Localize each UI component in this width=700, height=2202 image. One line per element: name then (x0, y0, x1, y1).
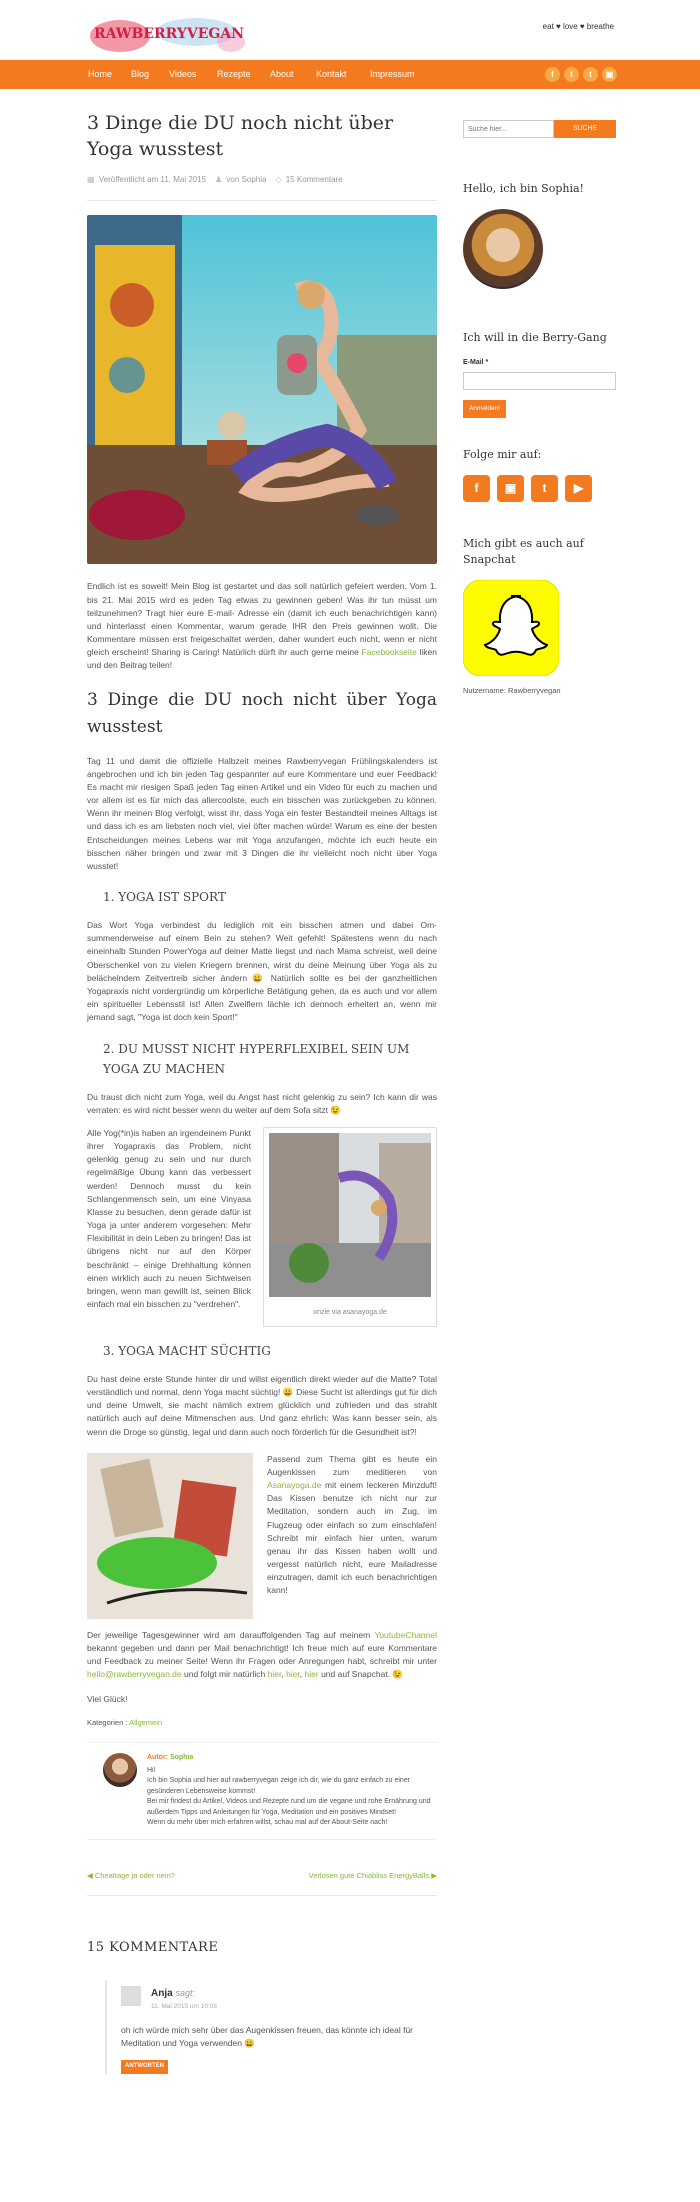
search-input[interactable] (463, 120, 554, 138)
categories (87, 1717, 437, 1729)
post-navigation (87, 1870, 437, 1882)
article-heading: 3 Dinge die DU noch nicht über Yoga wusstest (87, 689, 437, 737)
nav-about[interactable]: About (270, 69, 294, 79)
prev-post-link[interactable]: ◀ Cheattage ja oder nein? (87, 1870, 175, 1880)
section-1-text: Das Wort Yoga verbindest du lediglich mit ein bisschen atmen und dabei Om-summenderweise auf einem Bein zu stehen? Weit gefehlt! Spätestens wenn du nach eineinhalb Stunden PowerYoga auf deiner Matte liegst und nach Mama schreist, weil deine Oberschenkel von zu vielen Kriegern brennen, wirst du deine Meinung über Yoga als zu belächelndem Zeitvertreib sicher ändern 😀 Natürlich sollte es bei der ganzheitlichen Yogapraxis nicht vordergründig um körperliche Betätigung gehen, da es auch und vor allem ein spiritueller Lebensstil ist! Allen Zweiflern lächle ich dennoch erheitert an, wenn mir jemand sagt, "Yoga ist doch kein Sport!" (87, 920, 437, 1023)
yoga-pose-image (269, 1133, 431, 1297)
text-fragment: Passend zum Thema gibt es heute ein Augenkissen zum meditieren von (267, 1453, 437, 1477)
eye-pillow-image (87, 1453, 253, 1619)
snapchat-heading: Mich gibt es auch auf Snapchat (463, 537, 584, 567)
category-link[interactable]: Allgemein (129, 1717, 163, 1727)
nav-home[interactable]: Home (88, 69, 113, 79)
facebook-icon[interactable]: f (463, 475, 490, 502)
next-post-link[interactable]: Verlosen gute Chiabliss EnergyBalls ▶ (308, 1870, 437, 1880)
section-heading-2: 2. DU MUSST NICHT HYPERFLEXIBEL SEIN UM YOGA ZU MACHEN (103, 1041, 410, 1076)
author-name-link[interactable]: Sophia (169, 1754, 194, 1762)
newsletter-heading: Ich will in die Berry-Gang (463, 331, 607, 345)
reply-button[interactable]: ANTWORTEN (121, 2060, 168, 2073)
text-fragment: und folgt mir natürlich (181, 1669, 268, 1680)
hero-image-yoga-rooftop (87, 215, 437, 564)
comment-avatar (121, 1986, 141, 2006)
follow-heading: Folge mir auf: (463, 448, 542, 461)
divider (87, 1895, 437, 1896)
closing-line: Viel Glück! (87, 1694, 128, 1705)
post-date: Veröffentlicht am 11. Mai 2015 (98, 175, 207, 184)
social-link-3[interactable]: hier (304, 1669, 319, 1680)
email-field[interactable] (463, 372, 616, 390)
comment-says: sagt: (175, 1988, 195, 1999)
post-author[interactable]: von Sophia (226, 175, 267, 184)
follow-icons (463, 475, 616, 502)
author-label: Autor: (147, 1754, 170, 1762)
youtube-icon[interactable]: ▶ (565, 475, 592, 502)
intro-text: Endlich ist es soweit! Mein Blog ist gestartet und das soll natürlich gefeiert werden. Vom 1. bis 21. Mai 2015 wird es jeden Tag etwas zu gewinnen geben! Was ihr tun müsst um teilzunehmen? Tragt hier eure E-mail- Adresse ein (damit ich euch benachrichtigen kann) und hinterlasst einen Kommentar, warum gerade IHR den Preis gewinnen wollt. Die Kommentare müssen erst freigeschaltet werden, daher wundert euch nicht, wenn er nicht gleich erscheint! Sharing is Caring! Natürlich dürft ihr auch gerne meine (87, 581, 437, 658)
main-content (87, 110, 437, 2074)
site-header (0, 0, 700, 58)
twitter-icon[interactable]: t (564, 67, 579, 82)
twitter-icon[interactable]: t (531, 475, 558, 502)
section-3-body (87, 1453, 437, 1619)
email-link[interactable]: hello@rawberryvegan.de (87, 1669, 182, 1680)
email-label: E-Mail * (463, 359, 489, 367)
divider (87, 200, 437, 201)
nav-blog[interactable]: Blog (131, 69, 150, 79)
subscribe-button[interactable]: Anmelden! (463, 400, 506, 418)
comment-date[interactable]: 11. Mai 2015 um 10:08 (151, 2002, 218, 2010)
calendar-icon: ▦ (87, 175, 95, 184)
snapchat-username: Nutzername: Rawberryvegan (463, 685, 561, 695)
section-3-closing: Der jeweilige Tagesgewinner wird am darauffolgenden Tag auf meinem YoutubeChannel bekannt gegeben und dann per Mail benachrichtigt! Ich freue mich auf eure Kommentare und Feedback zu meiner Seite! Wenn ihr Fragen oder Anregungen habt, schreibt mir unter hello@rawberryvegan.de und folgt mir natürlich hier, hier, hier und auf Snapchat. 😉 (87, 1629, 437, 1680)
instagram-icon[interactable]: ▣ (497, 475, 524, 502)
figure-caption: onzie via asanayoga.de (313, 1308, 387, 1316)
section-2-body (87, 1127, 437, 1327)
post-title[interactable]: 3 Dinge die DU noch nicht über Yoga wusstest (87, 112, 394, 160)
section-3-intro: Du hast deine erste Stunde hinter dir und willst eigentlich direkt wieder auf die Matte? Total verständlich und normal, denn Yoga macht süchtig! 😀 Diese Sucht ist allerdings gut für dich und deine Umwelt, sie macht nämlich extrem glücklich und zufrieden und das strahlt natürlich auch auf deine Mitmenschen aus. Und ganz ehrlich: Was kann besser sein, als wenn die Droge so günstig, legal und dann auch noch förderlich für die Gesundheit ist?! (87, 1373, 437, 1437)
nav-kontakt[interactable]: Kontakt (316, 69, 347, 79)
author-avatar (103, 1753, 137, 1787)
section-2-intro: Du traust dich nicht zum Yoga, weil du Angst hast nicht gelenkig zu sein? Ich kann dir was verraten: es wird nicht besser wenn du weiter auf dem Sofa sitzt 😉 (87, 1091, 437, 1115)
intro-text-end: liken und den Beitrag teilen! (87, 647, 437, 671)
facebook-page-link[interactable]: Facebookseite (361, 647, 417, 658)
text-fragment: Der jeweilige Tagesgewinner wird am darauffolgenden Tag auf meinem (87, 1629, 375, 1640)
author-bio: Hi! Ich bin Sophia und hier auf rawberryvegan zeige ich dir, wie du ganz einfach zu einer gesünderen Lebensweise kommst! Bei mir findest du Artikel, Videos und Rezepte rund um die vegane und rohe Ernährung und außerdem Tipps und Anleitungen für Yoga, Meditation und ein positives Mindset! Wenn du mehr über mich erfahren willst, schau mal auf der About-Seite nach! (147, 1766, 431, 1827)
article-paragraph: Tag 11 und damit die offizielle Halbzeit meines Rawberryvegan Frühlingskalenders ist angebrochen und ich bin jeden Tag gespannter auf eure Kommentare und euer Feedback! Es macht mir riesigen Spaß jeden Tag einen Artikel und ein Video für euch zu machen und vor allem ist es für mich das allercoolste, euch ein bisschen was zurückgeben zu können. Wenn ihr meinen Blog verfolgt, wisst ihr, dass Yoga ein fester Bestandteil meines Alltags ist und dass ich es am liebsten noch viel, viel öfter machen würde! Warum es eine der besten Entscheidungen meines Lebens war mit Yoga anzufangen, möchte ich euch heute ein bisschen näher bringen und zwar mit 3 Dingen die ihr vielleicht noch nicht über Yoga wusstet! (87, 755, 437, 871)
author-box (87, 1742, 437, 1840)
main-nav (0, 60, 700, 89)
social-link-2[interactable]: hier (286, 1669, 300, 1680)
comment-icon: ◇ (275, 175, 282, 184)
section-3-text (267, 1453, 437, 1619)
comments-heading: 15 KOMMENTARE (87, 1940, 219, 1956)
profile-photo (463, 209, 543, 289)
intro-paragraph (87, 580, 437, 672)
comment-item (105, 1980, 437, 2073)
author-info (147, 1753, 437, 1829)
section-2-text: Alle Yog(*in)is haben an irgendeinem Punkt ihrer Yogapraxis das Problem, nicht gelenkig genug zu sein und nur durch regelmäßige Übung kann das verbessert werden! Dennoch musst du kein Schlangenmensch sein, um eine Vinyasa Klasse zu besuchen, denn gerade dafür ist Yoga ja unter anderem vorgesehen: Mehr Flexibilität in dein Leben zu bringen! Das ist übrigens nicht nur auf den Körper beschränkt – einige Drehhaltung können einen wirklich auch zu neuen Sichtweisen bringen, wenn man gewillt ist, seinen Blick einfach mal ein bisschen zu "verdrehen". (87, 1127, 251, 1310)
tumblr-icon[interactable]: t (583, 67, 598, 82)
youtube-link[interactable]: YoutubeChannel (374, 1629, 437, 1640)
comment-author: Anja (151, 1988, 173, 2000)
search-widget (463, 120, 616, 138)
search-button[interactable]: SUCHE (554, 120, 616, 138)
social-link-1[interactable]: hier (267, 1669, 282, 1680)
section-heading-3: 3. YOGA MACHT SÜCHTIG (103, 1343, 271, 1358)
facebook-icon[interactable]: f (545, 67, 560, 82)
post-meta (87, 174, 437, 186)
section-heading-1: 1. YOGA IST SPORT (103, 890, 226, 905)
yoga-figure (263, 1127, 437, 1327)
asanayoga-link[interactable]: Asanayoga.de (267, 1480, 322, 1491)
hello-heading: Hello, ich bin Sophia! (463, 182, 584, 195)
instagram-icon[interactable]: ▣ (602, 67, 617, 82)
sidebar (463, 120, 616, 697)
text-fragment: mit einem leckeren Minzduft! Das Kissen benutze ich nicht nur zur Meditation, sondern auch im Zug, im Flugzeug oder einfach so zum einschlafen! Schreibt mir einfach hier unten, warum genau ihr das Kissen haben wollt und vergesst natürlich nicht, eure Mailadresse einzutragen, damit ich euch benachrichtigen kann! (267, 1480, 437, 1596)
snapchat-logo[interactable] (463, 580, 559, 676)
categories-label: Kategorien : (87, 1717, 128, 1727)
post-comment-count[interactable]: 15 Kommentare (285, 175, 343, 184)
nav-rezepte[interactable]: Rezepte (217, 69, 251, 79)
site-logo[interactable] (86, 14, 250, 56)
tagline: eat ♥ love ♥ breathe (542, 22, 614, 31)
logo-text: RAWBERRYVEGAN (94, 26, 245, 42)
nav-impressum[interactable]: Impressum (370, 69, 415, 79)
user-icon: ♟ (215, 175, 223, 184)
nav-videos[interactable]: Videos (169, 69, 197, 79)
text-fragment: bekannt gegeben und dann per Mail benachrichtigt! Ich freue mich auf eure Kommentare und Feedback zu meiner Seite! Wenn ihr Fragen oder Anregungen habt, schreibt mir unter (87, 1642, 437, 1667)
text-fragment: und auf Snapchat. 😉 (318, 1669, 404, 1680)
author-heading (147, 1753, 437, 1764)
comment-text: oh ich würde mich sehr über das Augenkissen freuen, das könnte ich ideal für Meditation und Yoga verwenden 😀 (121, 2025, 414, 2049)
